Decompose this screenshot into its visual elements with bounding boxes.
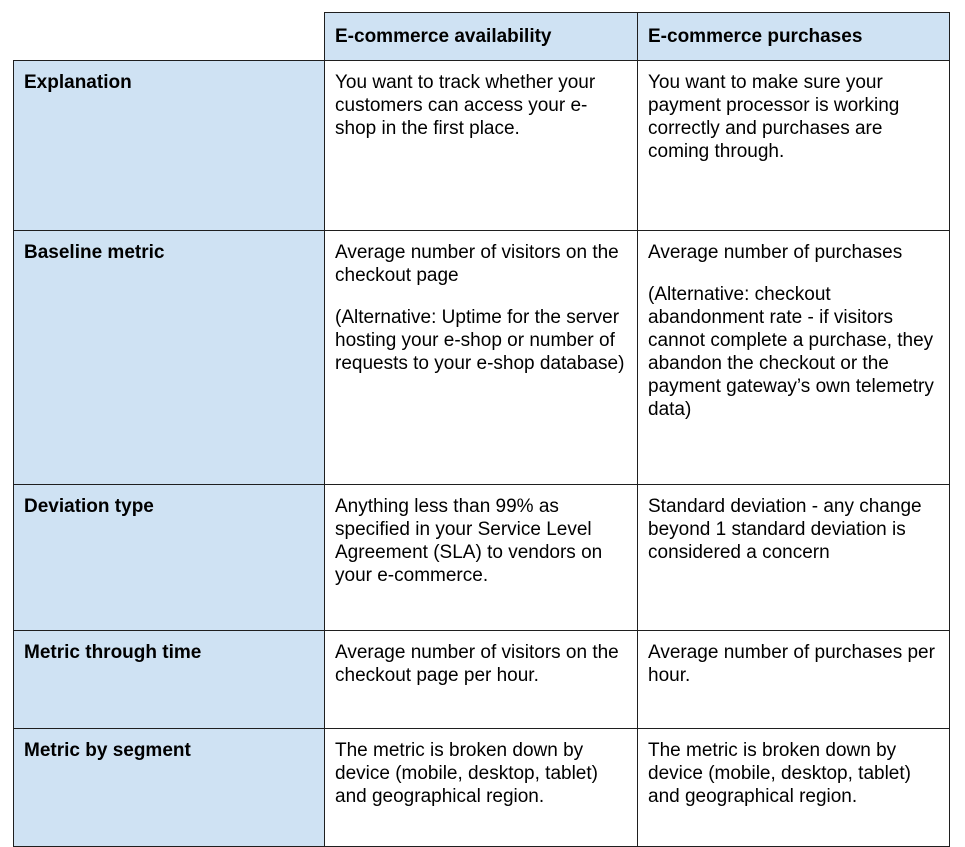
header-row (14, 13, 950, 61)
cell-explanation-availability (325, 61, 638, 231)
table-row (14, 231, 950, 485)
cell-through-time-purchases (638, 631, 950, 729)
table-row (14, 729, 950, 847)
row-header-metric-through-time: Metric through time (14, 631, 325, 729)
table-row (14, 485, 950, 631)
corner-cell (14, 13, 325, 61)
table-row (14, 631, 950, 729)
cell-text-alternative: (Alternative: Uptime for the server hosting your e-shop or number of requests to your e-shop database) (335, 307, 625, 374)
cell-baseline-purchases (638, 231, 950, 485)
cell-through-time-availability (325, 631, 638, 729)
cell-explanation-purchases (638, 61, 950, 231)
row-header-deviation-type: Deviation type (14, 485, 325, 631)
cell-text: You want to track whether your customers can access your e-shop in the first place. (335, 72, 596, 139)
cell-text: You want to make sure your payment processor is working correctly and purchases are coming through. (648, 72, 900, 162)
cell-text: The metric is broken down by device (mobile, desktop, tablet) and geographical region. (335, 740, 598, 807)
cell-text: Average number of purchases (648, 242, 903, 263)
cell-deviation-availability (325, 485, 638, 631)
cell-text: The metric is broken down by device (mobile, desktop, tablet) and geographical region. (648, 740, 911, 807)
row-header-baseline-metric: Baseline metric (14, 231, 325, 485)
cell-deviation-purchases (638, 485, 950, 631)
row-header-metric-by-segment: Metric by segment (14, 729, 325, 847)
cell-text: Anything less than 99% as specified in your Service Level Agreement (SLA) to vendors on your e-commerce. (335, 496, 603, 586)
cell-text: Average number of purchases per hour. (648, 642, 935, 686)
comparison-table (13, 12, 950, 847)
cell-baseline-availability (325, 231, 638, 485)
cell-text: Average number of visitors on the checkout page (335, 242, 619, 286)
cell-text: Average number of visitors on the checkout page per hour. (335, 642, 619, 686)
cell-text-alternative: (Alternative: checkout abandonment rate - if visitors cannot complete a purchase, they abandon the checkout or the payment gateway’s own telemetry data) (648, 284, 934, 420)
row-header-explanation: Explanation (14, 61, 325, 231)
column-header-availability: E-commerce availability (325, 13, 638, 61)
cell-by-segment-purchases (638, 729, 950, 847)
cell-by-segment-availability (325, 729, 638, 847)
column-header-purchases: E-commerce purchases (638, 13, 950, 61)
cell-text: Standard deviation - any change beyond 1 standard deviation is considered a concern (648, 496, 922, 563)
table-row (14, 61, 950, 231)
